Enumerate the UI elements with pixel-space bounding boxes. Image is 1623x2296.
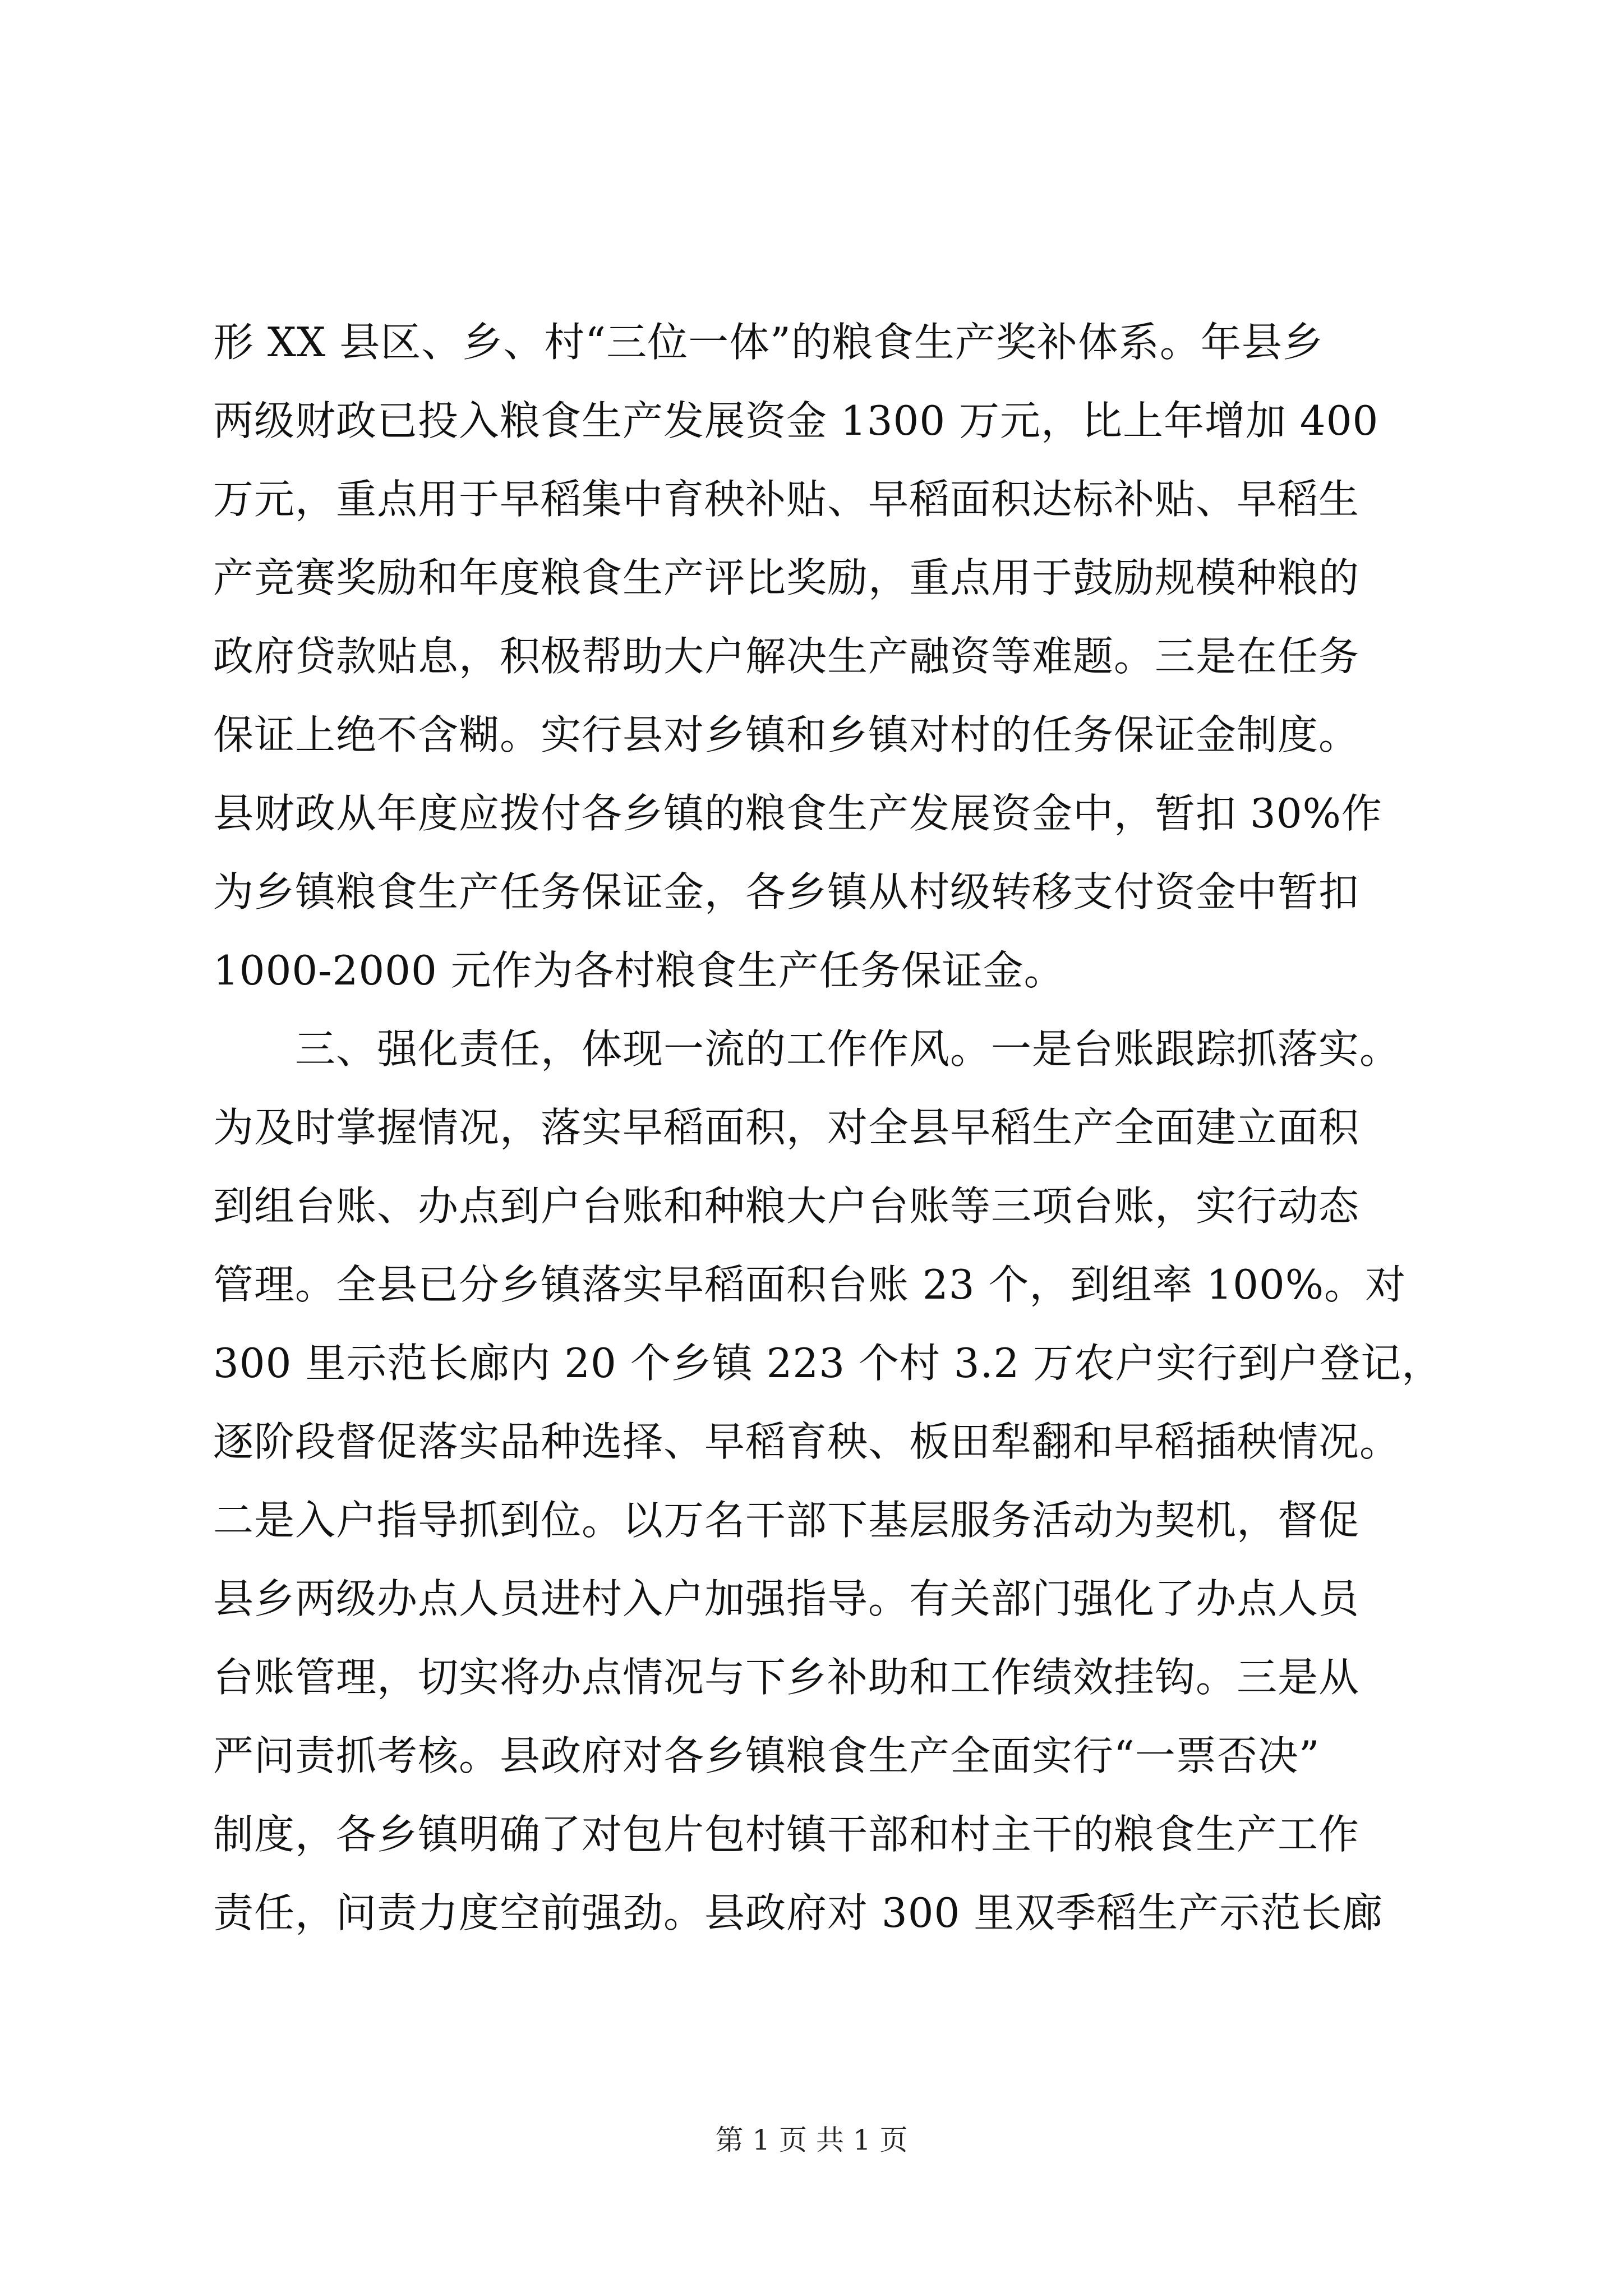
text-line: 到组台账、办点到户台账和种粮大户台账等三项台账，实行动态 bbox=[213, 1182, 1360, 1230]
text-line: 两级财政已投入粮食生产发展资金 1300 万元，比上年增加 400 bbox=[213, 397, 1379, 444]
text-line: 制度，各乡镇明确了对包片包村镇干部和村主干的粮食生产工作 bbox=[213, 1811, 1360, 1858]
text-line: 三、强化责任，体现一流的工作作风。一是台账跟踪抓落实。 bbox=[213, 1025, 1401, 1073]
text-line: 300 里示范长廊内 20 个乡镇 223 个村 3.2 万农户实行到户登记， bbox=[213, 1340, 1443, 1387]
text-line: 二是入户指导抓到位。以万名干部下基层服务活动为契机，督促 bbox=[213, 1497, 1360, 1544]
text-line: 政府贷款贴息，积极帮助大户解决生产融资等难题。三是在任务 bbox=[213, 633, 1360, 680]
page-footer: 第 1 页 共 1 页 bbox=[715, 2124, 908, 2156]
text-line: 逐阶段督促落实品种选择、早稻育秧、板田犁翻和早稻插秧情况。 bbox=[213, 1418, 1401, 1465]
text-line: 县财政从年度应拨付各乡镇的粮食生产发展资金中，暂扣 30%作 bbox=[213, 790, 1382, 837]
text-line: 为乡镇粮食生产任务保证金，各乡镇从村级转移支付资金中暂扣 bbox=[213, 868, 1360, 915]
document-body bbox=[213, 303, 1443, 1952]
text-line: 产竞赛奖励和年度粮食生产评比奖励，重点用于鼓励规模种粮的 bbox=[213, 554, 1360, 601]
text-line: 严问责抓考核。县政府对各乡镇粮食生产全面实行“一票否决” bbox=[213, 1732, 1320, 1779]
text-line: 责任，问责力度空前强劲。县政府对 300 里双季稻生产示范长廊 bbox=[213, 1889, 1384, 1936]
text-line: 为及时掌握情况，落实早稻面积，对全县早稻生产全面建立面积 bbox=[213, 1104, 1360, 1151]
text-line: 台账管理，切实将办点情况与下乡补助和工作绩效挂钩。三是从 bbox=[213, 1654, 1360, 1701]
text-line: 保证上绝不含糊。实行县对乡镇和乡镇对村的任务保证金制度。 bbox=[213, 711, 1360, 758]
text-line: 形 XX 县区、乡、村“三位一体”的粮食生产奖补体系。年县乡 bbox=[213, 319, 1324, 366]
text-line: 万元，重点用于早稻集中育秧补贴、早稻面积达标补贴、早稻生 bbox=[213, 476, 1360, 523]
text-line: 县乡两级办点人员进村入户加强指导。有关部门强化了办点人员 bbox=[213, 1575, 1360, 1622]
text-line: 管理。全县已分乡镇落实早稻面积台账 23 个，到组率 100%。对 bbox=[213, 1261, 1407, 1308]
text-line: 1000-2000 元作为各村粮食生产任务保证金。 bbox=[213, 947, 1065, 994]
